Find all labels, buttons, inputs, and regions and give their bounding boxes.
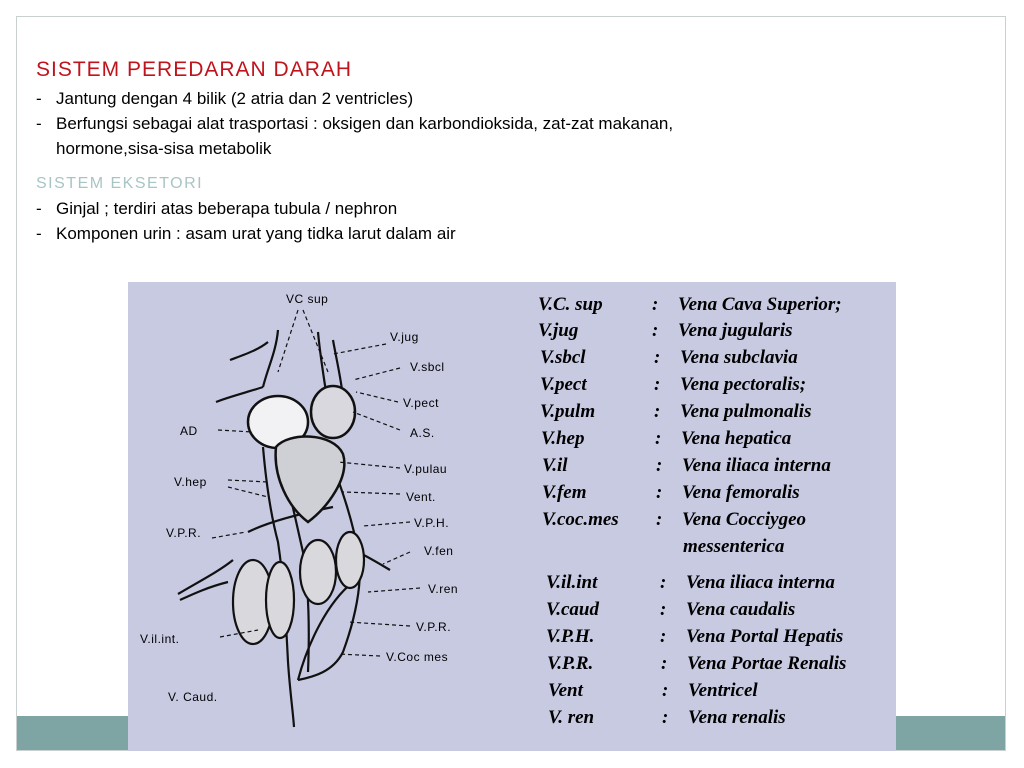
legend-meaning: Vena iliaca interna	[682, 455, 831, 476]
legend-abbreviation: V.pulm	[540, 401, 596, 422]
text-block	[36, 58, 996, 246]
legend-abbreviation: V. ren	[548, 707, 595, 728]
legend-abbreviation: V.sbcl	[540, 347, 586, 368]
diagram-label: V.pect	[403, 396, 439, 410]
legend-abbreviation: V.P.R.	[547, 653, 594, 674]
legend-abbreviation: V.C. sup	[538, 294, 603, 315]
legend-meaning: Vena caudalis	[686, 599, 796, 620]
bullet-continuation: hormone,sisa-sisa metabolik	[56, 139, 272, 158]
legend-separator: :	[660, 572, 667, 593]
legend-abbreviation: Vent	[548, 680, 583, 701]
diagram-label: V.P.R.	[166, 526, 202, 540]
diagram-label: V.Coc mes	[386, 650, 449, 664]
bullet-item: - Jantung dengan 4 bilik (2 atria dan 2 ventricles)	[36, 89, 414, 108]
legend-meaning: Vena femoralis	[682, 482, 800, 503]
legend-separator: :	[660, 599, 667, 620]
diagram-label: V.sbcl	[410, 360, 445, 374]
legend-meaning: messenterica	[683, 536, 785, 557]
diagram-label: V.jug	[390, 330, 419, 344]
legend-separator: :	[656, 509, 663, 530]
legend-meaning: Vena subclavia	[680, 347, 798, 368]
legend-meaning: Vena pulmonalis	[680, 401, 812, 422]
legend-separator: :	[652, 294, 659, 315]
legend-meaning: Vena Portae Renalis	[687, 653, 847, 674]
bullet-item: - Komponen urin : asam urat yang tidka larut dalam air	[36, 224, 456, 243]
legend-meaning: Vena renalis	[688, 707, 786, 728]
diagram-label: V.hep	[174, 475, 207, 489]
legend-meaning: Vena Cocciygeo	[682, 509, 807, 530]
legend-separator: :	[654, 374, 661, 395]
legend-meaning: Vena jugularis	[678, 320, 793, 341]
legend-separator: :	[652, 320, 659, 341]
legend-separator: :	[654, 347, 661, 368]
circulatory-diagram-figure	[128, 282, 896, 751]
legend-abbreviation: V.caud	[546, 599, 599, 620]
diagram-label: VC sup	[286, 292, 329, 306]
legend-abbreviation: V.il	[542, 455, 568, 476]
legend-meaning: Vena Portal Hepatis	[686, 626, 844, 647]
legend-abbreviation: V.il.int	[546, 572, 598, 593]
diagram-label: V.P.R.	[416, 620, 452, 634]
diagram-label: V.ren	[428, 582, 459, 596]
diagram-label: AD	[180, 424, 198, 438]
bullet-item: - Ginjal ; terdiri atas beberapa tubula / nephron	[36, 199, 398, 218]
legend-abbreviation: V.pect	[540, 374, 587, 395]
legend-meaning: Vena pectoralis;	[680, 374, 807, 395]
diagram-label: V.pulau	[404, 462, 448, 476]
legend-meaning: Vena hepatica	[681, 428, 792, 449]
diagram-label: V.P.H.	[414, 516, 450, 530]
section-title-circulatory: SISTEM PEREDARAN DARAH	[36, 58, 353, 81]
legend-abbreviation: V.P.H.	[546, 626, 595, 647]
diagram-label: A.S.	[410, 426, 435, 440]
legend-meaning: Vena Cava Superior;	[678, 294, 842, 315]
legend-separator: :	[654, 401, 661, 422]
legend-separator: :	[656, 482, 663, 503]
diagram-label: V.fen	[424, 544, 454, 558]
section-title-excretory: SISTEM EKSETORI	[36, 175, 204, 192]
bullet-item: - Berfungsi sebagai alat trasportasi : oksigen dan karbondioksida, zat-zat makanan,	[36, 114, 674, 133]
legend-separator: :	[661, 653, 668, 674]
legend-abbreviation: V.coc.mes	[542, 509, 619, 530]
legend-separator: :	[655, 428, 662, 449]
legend-separator: :	[662, 707, 669, 728]
legend-separator: :	[662, 680, 669, 701]
legend-separator: :	[656, 455, 663, 476]
legend-abbreviation: V.hep	[541, 428, 585, 449]
legend-abbreviation: V.jug	[538, 320, 579, 341]
diagram-label: V.il.int.	[140, 632, 180, 646]
legend-meaning: Vena iliaca interna	[686, 572, 835, 593]
legend-separator: :	[660, 626, 667, 647]
legend-meaning: Ventricel	[688, 680, 758, 701]
legend-abbreviation: V.fem	[542, 482, 587, 503]
diagram-label: Vent.	[406, 490, 436, 504]
diagram-label: V. Caud.	[168, 690, 218, 704]
